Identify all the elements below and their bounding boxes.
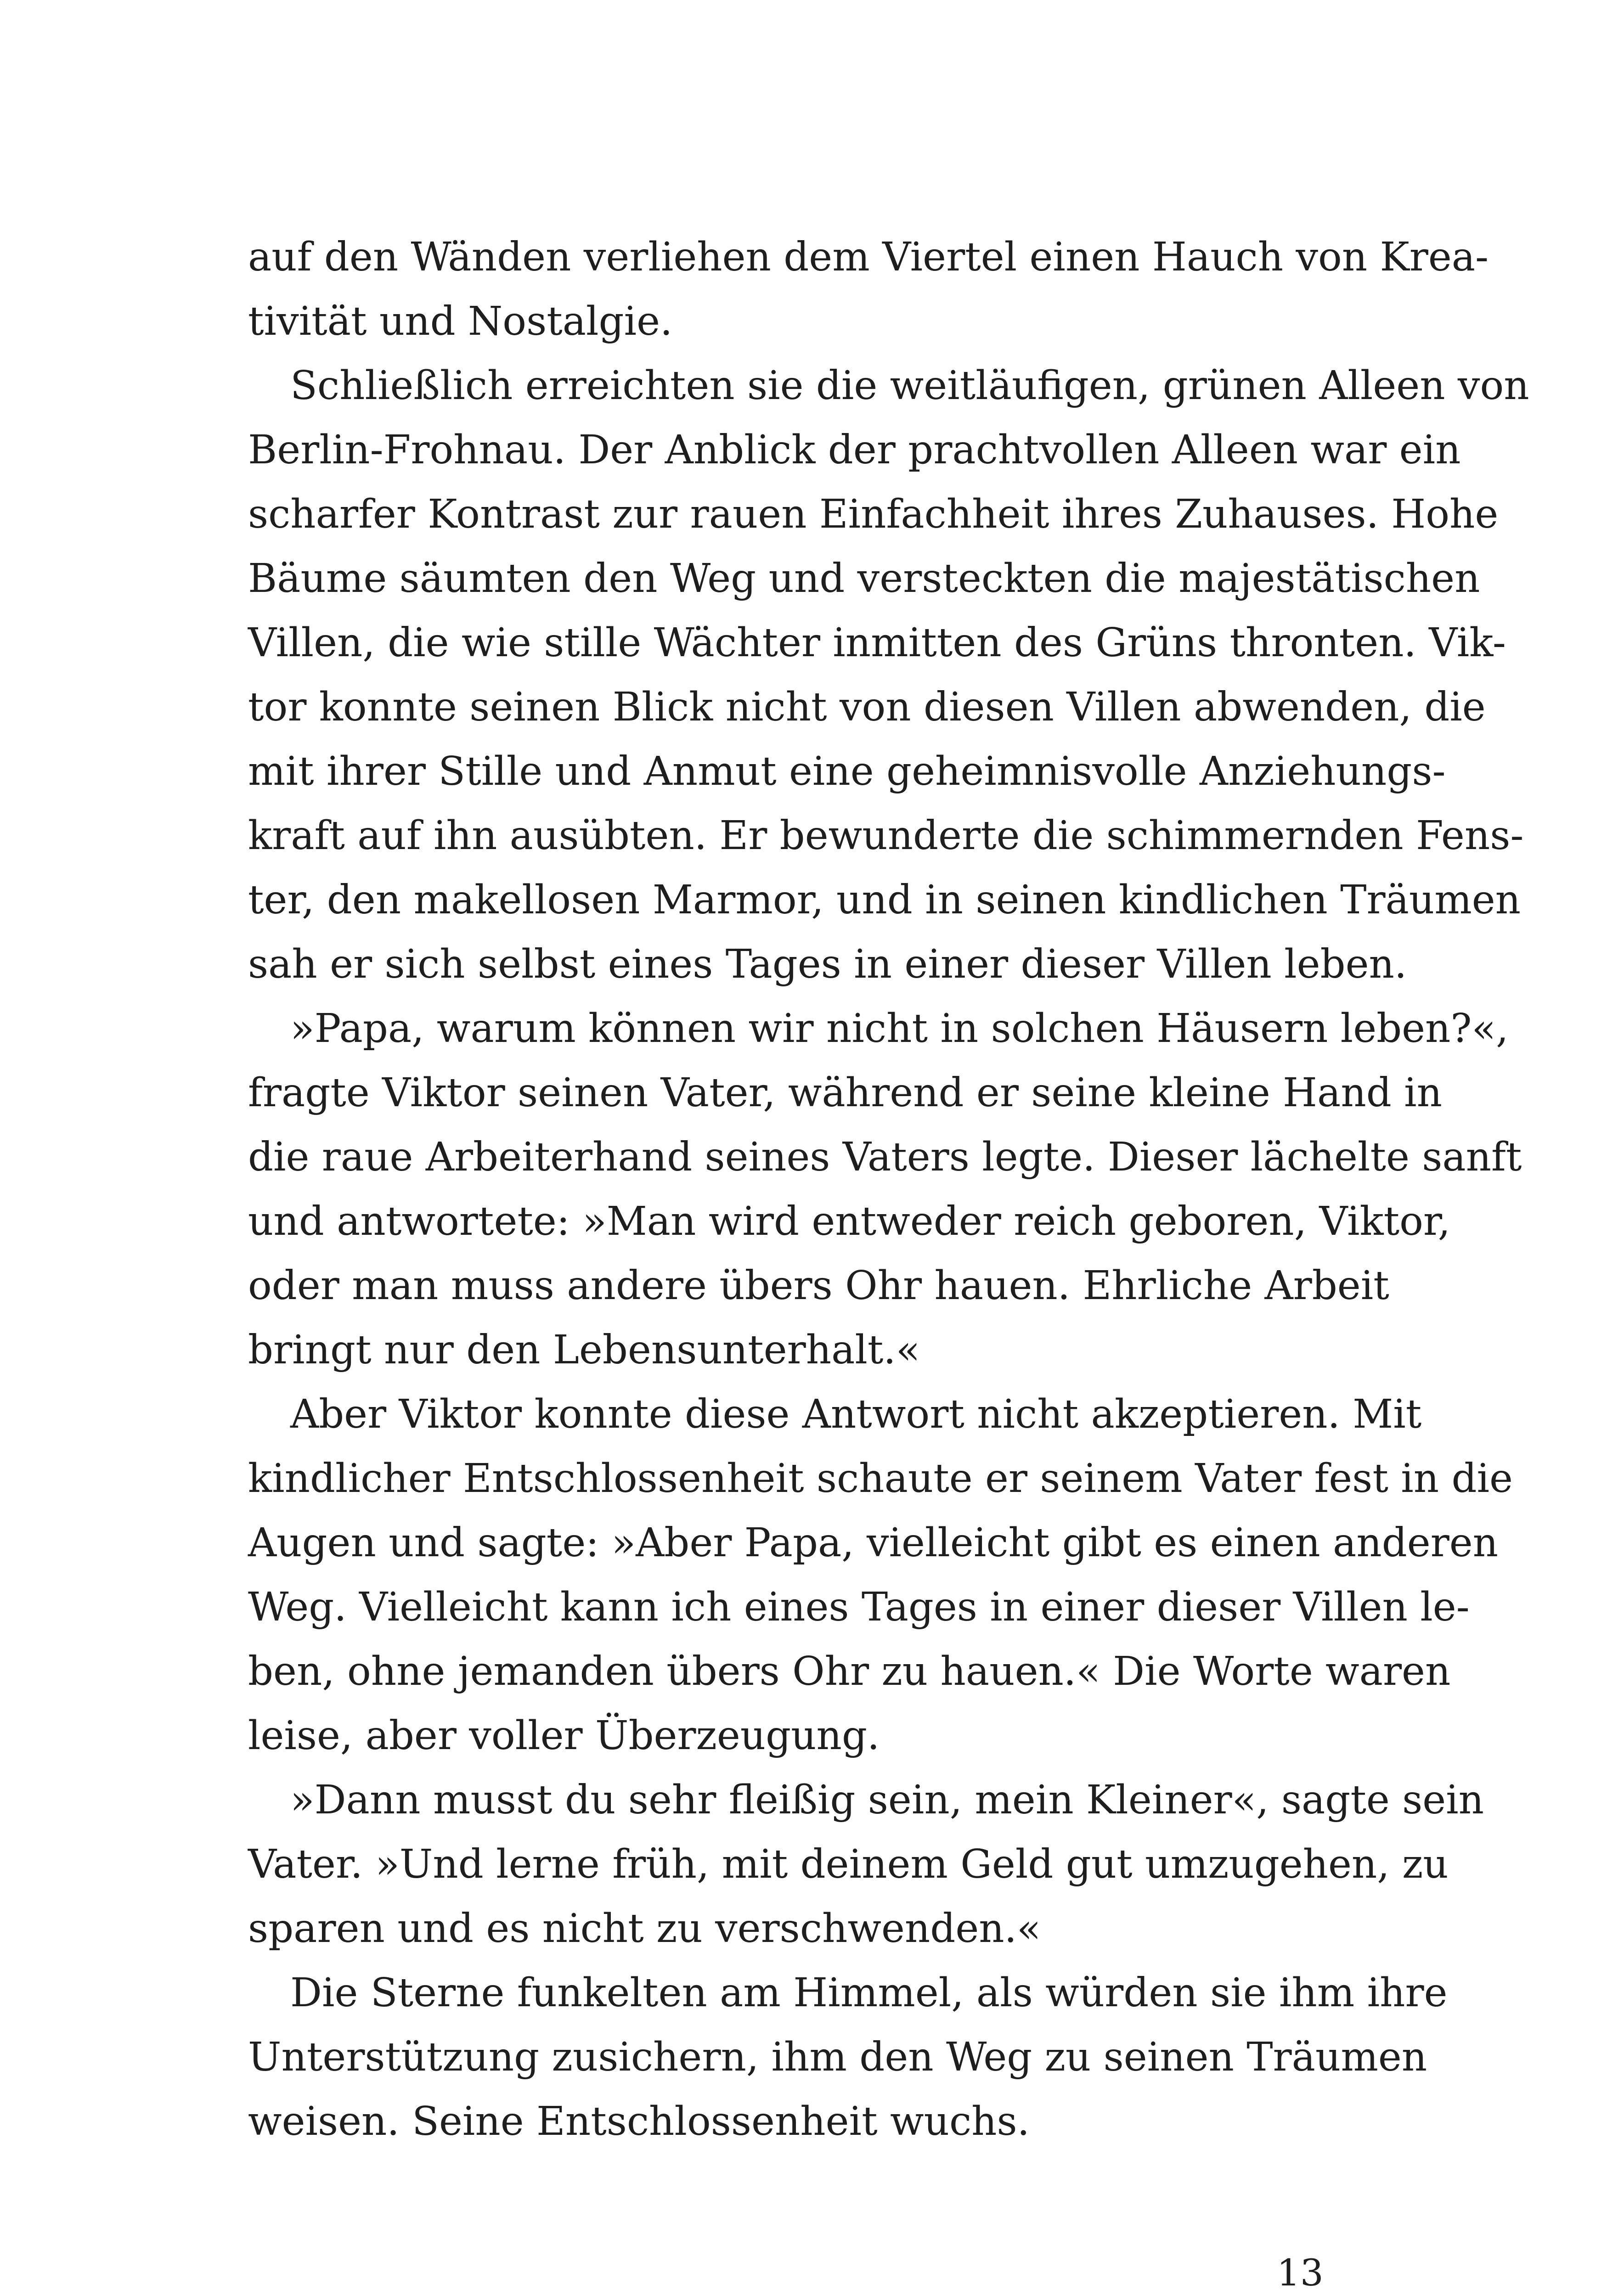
text-line: kindlicher Entschlossenheit schaute er seinem Vater fest in die <box>248 1456 1513 1502</box>
text-line: Augen und sagte: »Aber Papa, vielleicht gibt es einen anderen <box>248 1520 1499 1566</box>
paragraph-first-line: Schließlich erreichten sie die weitläufigen, grünen Alleen von <box>290 363 1529 409</box>
paragraph-first-line: »Papa, warum können wir nicht in solchen Häusern leben?«, <box>290 1006 1509 1052</box>
text-line: sah er sich selbst eines Tages in einer dieser Villen leben. <box>248 941 1407 987</box>
text-line: tor konnte seinen Blick nicht von diesen Villen abwenden, die <box>248 684 1486 730</box>
text-line: leise, aber voller Überzeugung. <box>248 1713 880 1759</box>
text-line: mit ihrer Stille und Anmut eine geheimnisvolle Anziehungs- <box>248 748 1446 794</box>
paragraph-first-line: Aber Viktor konnte diese Antwort nicht akzeptieren. Mit <box>290 1391 1422 1437</box>
text-line: bringt nur den Lebensunterhalt.« <box>248 1327 920 1373</box>
text-line: Weg. Vielleicht kann ich eines Tages in einer dieser Villen le- <box>248 1584 1470 1630</box>
text-line: Unterstützung zusichern, ihm den Weg zu seinen Träumen <box>248 2034 1427 2080</box>
text-line: und antwortete: »Man wird entweder reich geboren, Viktor, <box>248 1199 1450 1244</box>
page-number: 13 <box>1277 2251 1324 2294</box>
text-line: auf den Wänden verliehen dem Viertel einen Hauch von Krea- <box>248 234 1489 280</box>
text-line: sparen und es nicht zu verschwenden.« <box>248 1906 1041 1952</box>
paragraph-first-line: »Dann musst du sehr fleißig sein, mein Kleiner«, sagte sein <box>290 1777 1484 1823</box>
text-line: Vater. »Und lerne früh, mit deinem Geld gut umzugehen, zu <box>248 1841 1449 1887</box>
text-line: oder man muss andere übers Ohr hauen. Ehrliche Arbeit <box>248 1263 1389 1309</box>
text-line: tivität und Nostalgie. <box>248 298 673 344</box>
text-line: Villen, die wie stille Wächter inmitten des Grüns thronten. Vik- <box>248 620 1506 666</box>
text-line: scharfer Kontrast zur rauen Einfachheit ihres Zuhauses. Hohe <box>248 491 1499 537</box>
text-line: Berlin-Frohnau. Der Anblick der prachtvollen Alleen war ein <box>248 427 1461 473</box>
text-line: Bäume säumten den Weg und versteckten die majestätischen <box>248 556 1480 602</box>
text-line: weisen. Seine Entschlossenheit wuchs. <box>248 2099 1030 2144</box>
text-line: die raue Arbeiterhand seines Vaters legte. Dieser lächelte sanft <box>248 1134 1522 1180</box>
text-line: fragte Viktor seinen Vater, während er seine kleine Hand in <box>248 1070 1442 1116</box>
paragraph-first-line: Die Sterne funkelten am Himmel, als würden sie ihm ihre <box>290 1970 1448 2016</box>
text-line: ter, den makellosen Marmor, und in seinen kindlichen Träumen <box>248 877 1521 923</box>
text-line: kraft auf ihn ausübten. Er bewunderte die schimmernden Fens- <box>248 813 1524 859</box>
text-line: ben, ohne jemanden übers Ohr zu hauen.« Die Worte waren <box>248 1649 1451 1694</box>
